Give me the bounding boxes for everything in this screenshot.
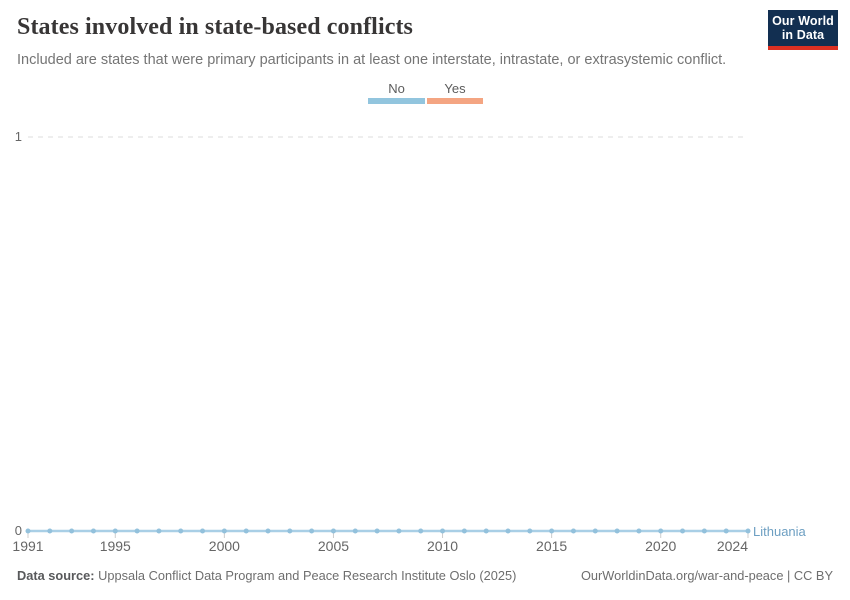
data-point bbox=[200, 529, 205, 534]
owid-logo-line2: in Data bbox=[781, 28, 825, 42]
series-label-lithuania[interactable]: Lithuania bbox=[753, 524, 806, 539]
data-point bbox=[178, 529, 183, 534]
x-axis-tick-label: 2020 bbox=[645, 538, 677, 554]
data-point bbox=[418, 529, 423, 534]
footer-link[interactable]: OurWorldinData.org/war-and-peace | CC BY bbox=[580, 568, 833, 583]
data-point bbox=[91, 529, 96, 534]
data-point bbox=[462, 529, 467, 534]
data-point bbox=[746, 529, 751, 534]
legend-label-no: No bbox=[388, 81, 405, 96]
chart-footer bbox=[0, 567, 850, 584]
data-source-label: Data source: bbox=[17, 568, 95, 583]
x-axis-tick-label: 1991 bbox=[12, 538, 44, 554]
x-axis-tick-label: 2005 bbox=[317, 538, 350, 554]
data-point bbox=[396, 529, 401, 534]
data-point bbox=[266, 529, 271, 534]
data-point bbox=[375, 529, 380, 534]
data-point bbox=[484, 529, 489, 534]
data-point bbox=[156, 529, 161, 534]
data-point bbox=[309, 529, 314, 534]
chart-subtitle: Included are states that were primary participants in at least one interstate, intrastate, or extrasystemic conflict. bbox=[17, 52, 727, 68]
data-point bbox=[724, 529, 729, 534]
data-point bbox=[222, 529, 227, 534]
data-point bbox=[549, 529, 554, 534]
data-point bbox=[527, 529, 532, 534]
data-point bbox=[244, 529, 249, 534]
x-axis-tick-label: 2015 bbox=[536, 538, 568, 554]
data-point bbox=[680, 529, 685, 534]
legend-label-yes: Yes bbox=[444, 81, 466, 96]
data-point bbox=[353, 529, 358, 534]
owid-logo-line1: Our World bbox=[772, 14, 834, 28]
data-point bbox=[658, 529, 663, 534]
data-source bbox=[17, 567, 516, 584]
x-axis-tick-label: 1995 bbox=[99, 538, 131, 554]
data-point bbox=[702, 529, 707, 534]
data-source-text: Uppsala Conflict Data Program and Peace Research Institute Oslo (2025) bbox=[98, 568, 517, 583]
data-point bbox=[287, 529, 292, 534]
x-axis-tick-label: 2010 bbox=[426, 538, 459, 554]
x-axis-tick-label: 2000 bbox=[208, 538, 240, 554]
data-point bbox=[331, 529, 336, 534]
data-point bbox=[571, 529, 576, 534]
data-point bbox=[593, 529, 598, 534]
data-point bbox=[113, 529, 118, 534]
y-axis-tick-label: 1 bbox=[14, 129, 22, 144]
y-axis-tick-label: 0 bbox=[14, 523, 22, 538]
data-point bbox=[135, 529, 140, 534]
data-point bbox=[506, 529, 511, 534]
x-axis-tick-label: 2024 bbox=[716, 538, 748, 554]
data-point bbox=[636, 529, 641, 534]
data-point bbox=[615, 529, 620, 534]
data-point bbox=[69, 529, 74, 534]
data-point bbox=[47, 529, 52, 534]
data-point bbox=[26, 529, 31, 534]
data-point bbox=[440, 529, 445, 534]
chart-title: States involved in state-based conflicts bbox=[17, 14, 413, 40]
